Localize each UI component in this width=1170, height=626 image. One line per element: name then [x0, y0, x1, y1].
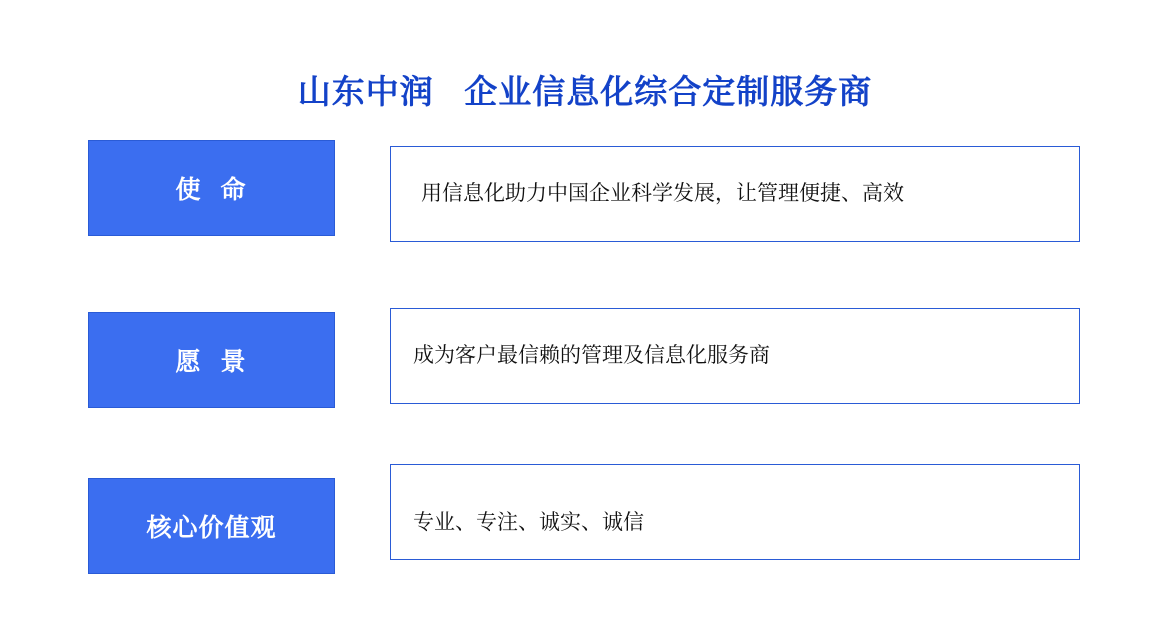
label-text-core-values: 核心价值观 — [146, 514, 277, 542]
label-text-mission: 使 命 — [175, 176, 248, 204]
label-text-vision: 愿 景 — [175, 348, 248, 376]
text-box-core-values — [390, 464, 1080, 560]
text-content-vision: 成为客户最信赖的管理及信息化服务商 — [413, 343, 770, 368]
row-mission — [0, 140, 1170, 240]
row-core-values — [0, 464, 1170, 564]
label-box-mission — [88, 140, 335, 236]
text-box-mission — [390, 146, 1080, 242]
text-content-mission: 用信息化助力中国企业科学发展，让管理便捷、高效 — [421, 181, 904, 206]
row-vision — [0, 302, 1170, 402]
page-title: 山东中润 企业信息化综合定制服务商 — [297, 73, 873, 110]
text-content-core-values: 专业、专注、诚实、诚信 — [413, 510, 644, 535]
mission-vision-values-group — [0, 140, 1170, 626]
text-box-vision — [390, 308, 1080, 404]
label-box-core-values — [88, 478, 335, 574]
label-box-vision — [88, 312, 335, 408]
